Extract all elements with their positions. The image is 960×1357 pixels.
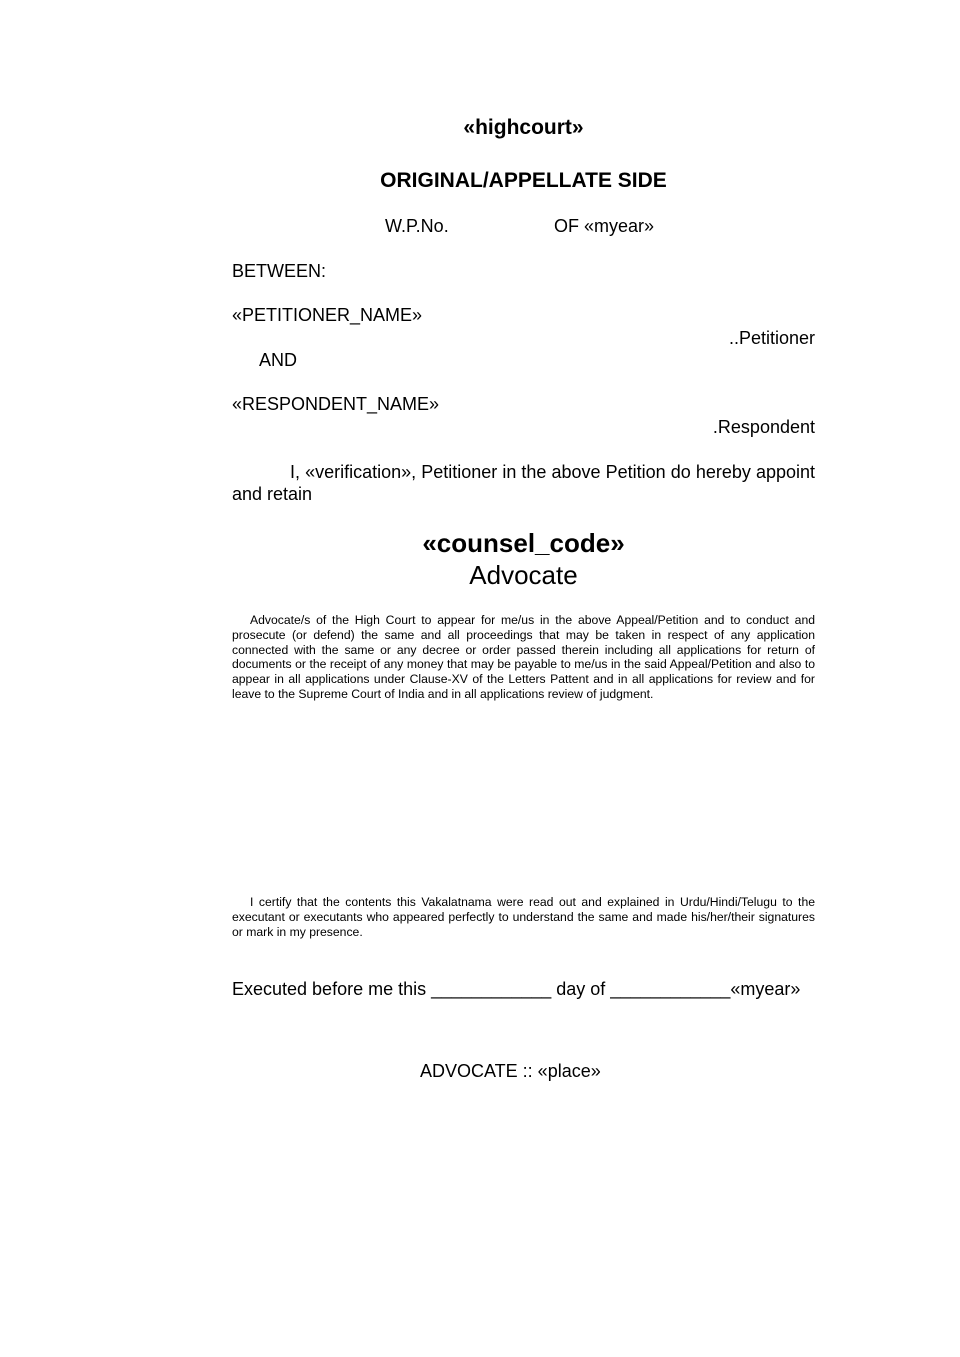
petitioner-name: «PETITIONER_NAME»: [232, 305, 423, 325]
respondent-role: .Respondent: [712, 417, 815, 437]
advocate-place: ADVOCATE :: «place»: [420, 1061, 601, 1081]
case-year: OF «myear»: [554, 216, 655, 236]
court-heading: «highcourt»: [463, 116, 584, 139]
respondent-name: «RESPONDENT_NAME»: [232, 394, 440, 414]
side-heading: ORIGINAL/APPELLATE SIDE: [380, 169, 667, 192]
petitioner-role: ..Petitioner: [728, 328, 815, 348]
appointment-paragraph: I, «verification», Petitioner in the above Petition do hereby appoint and retain: [232, 462, 815, 504]
counsel-code: «counsel_code»: [422, 528, 625, 558]
authority-paragraph: Advocate/s of the High Court to appear for me/us in the above Appeal/Petition and to conduct and prosecute (or defend) the same and all proceedings that may be taken in respect of any application connected with the same or any decree or order passed therein including all applications for return of documents or the receipt of any money that may be payable to me/us in the said Appeal/Petition and also to appear in all applications under Clause-XV of the Letters Pattent and in all applications for review and for leave to the Supreme Court of India and in all applications review of judgment.: [232, 613, 815, 701]
certification-paragraph: I certify that the contents this Vakalatnama were read out and explained in Urdu/Hindi/Telugu to the executant or executants who appeared perfectly to understand the same and made his/her/their signatures or mark in my presence.: [232, 895, 815, 939]
case-label: W.P.No.: [385, 216, 449, 236]
between-label: BETWEEN:: [232, 261, 327, 281]
and-label: AND: [259, 350, 298, 370]
executed-line: Executed before me this ____________ day of ____________«myear»: [232, 979, 801, 999]
advocate-title: Advocate: [469, 560, 578, 590]
